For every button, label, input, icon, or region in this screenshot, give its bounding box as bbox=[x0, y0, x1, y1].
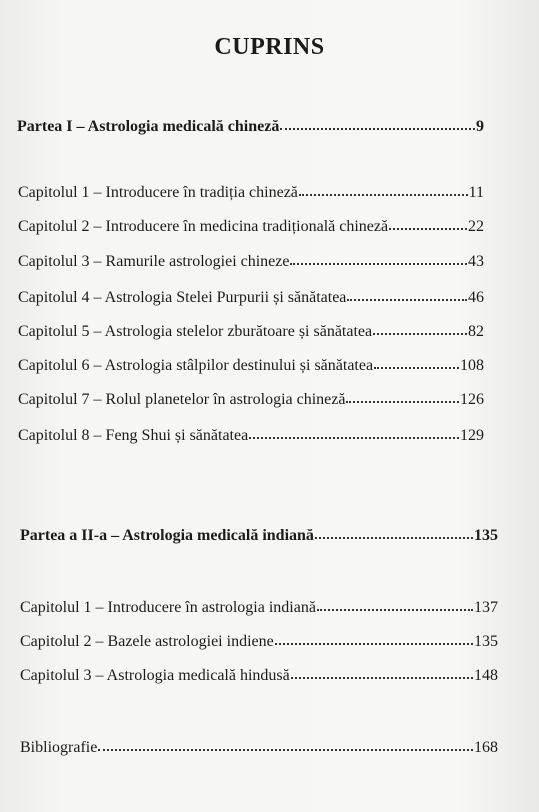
toc-page-number: 126 bbox=[460, 391, 484, 408]
toc-label: Partea a II-a – Astrologia medicală indiană bbox=[20, 527, 314, 544]
dot-leader bbox=[374, 355, 459, 369]
toc-part-1 bbox=[17, 117, 484, 136]
toc-label: Capitolul 2 – Bazele astrologiei indiene bbox=[20, 633, 274, 650]
toc-page-number: 135 bbox=[474, 527, 498, 544]
toc-bibliography bbox=[20, 738, 498, 757]
toc-page-number: 129 bbox=[460, 427, 484, 444]
toc-page-number: 137 bbox=[474, 599, 498, 616]
toc-page-number: 82 bbox=[468, 323, 484, 340]
toc-chapter bbox=[20, 598, 498, 617]
toc-label: Capitolul 3 – Astrologia medicală hindusă bbox=[20, 667, 290, 684]
toc-page-number: 43 bbox=[468, 253, 484, 270]
page-title: CUPRINS bbox=[214, 34, 325, 60]
dot-leader bbox=[389, 216, 467, 230]
dot-leader bbox=[299, 182, 468, 196]
toc-chapter bbox=[18, 390, 484, 409]
toc-label: Capitolul 5 – Astrologia stelelor zburătoare și sănătatea bbox=[18, 323, 373, 340]
toc-label: Capitolul 2 – Introducere în medicina tradițională chineză bbox=[18, 218, 389, 235]
dot-leader bbox=[346, 389, 459, 403]
dot-leader bbox=[347, 287, 467, 301]
toc-label: Capitolul 1 – Introducere în astrologia indiană bbox=[20, 599, 316, 616]
toc-page-number: 9 bbox=[476, 118, 484, 135]
dot-leader bbox=[373, 321, 467, 335]
dot-leader bbox=[275, 631, 473, 645]
toc-page-number: 46 bbox=[468, 289, 484, 306]
toc-label: Bibliografie bbox=[20, 739, 98, 756]
toc-chapter bbox=[18, 356, 484, 375]
dot-leader bbox=[317, 597, 473, 611]
toc-label: Capitolul 3 – Ramurile astrologiei chineze bbox=[18, 253, 290, 270]
toc-chapter bbox=[20, 666, 498, 685]
toc-label: Capitolul 4 – Astrologia Stelei Purpurii și sănătatea bbox=[18, 289, 347, 306]
toc-part-2 bbox=[20, 526, 498, 545]
toc-label: Capitolul 1 – Introducere în tradiția chineză bbox=[18, 184, 298, 201]
toc-chapter bbox=[18, 183, 484, 202]
toc-page-number: 148 bbox=[474, 667, 498, 684]
toc-page-number: 108 bbox=[460, 357, 484, 374]
toc-chapter bbox=[18, 322, 484, 341]
dot-leader bbox=[98, 737, 473, 751]
toc-label: Capitolul 8 – Feng Shui și sănătatea bbox=[18, 427, 249, 444]
dot-leader bbox=[315, 525, 473, 539]
dot-leader bbox=[291, 665, 473, 679]
toc-chapter bbox=[18, 217, 484, 236]
toc-page-number: 135 bbox=[474, 633, 498, 650]
toc-chapter bbox=[18, 252, 484, 271]
dot-leader bbox=[249, 425, 459, 439]
dot-leader bbox=[290, 251, 467, 265]
toc-chapter bbox=[18, 426, 484, 445]
toc-label: Partea I – Astrologia medicală chineză bbox=[17, 118, 280, 135]
toc-label: Capitolul 7 – Rolul planetelor în astrologia chineză bbox=[18, 391, 346, 408]
dot-leader bbox=[280, 116, 475, 130]
toc-page-number: 11 bbox=[468, 184, 484, 201]
toc-chapter bbox=[20, 632, 498, 651]
toc-label: Capitolul 6 – Astrologia stâlpilor destinului și sănătatea bbox=[18, 357, 374, 374]
toc-chapter bbox=[18, 288, 484, 307]
toc-page-number: 168 bbox=[474, 739, 498, 756]
toc-page-number: 22 bbox=[468, 218, 484, 235]
